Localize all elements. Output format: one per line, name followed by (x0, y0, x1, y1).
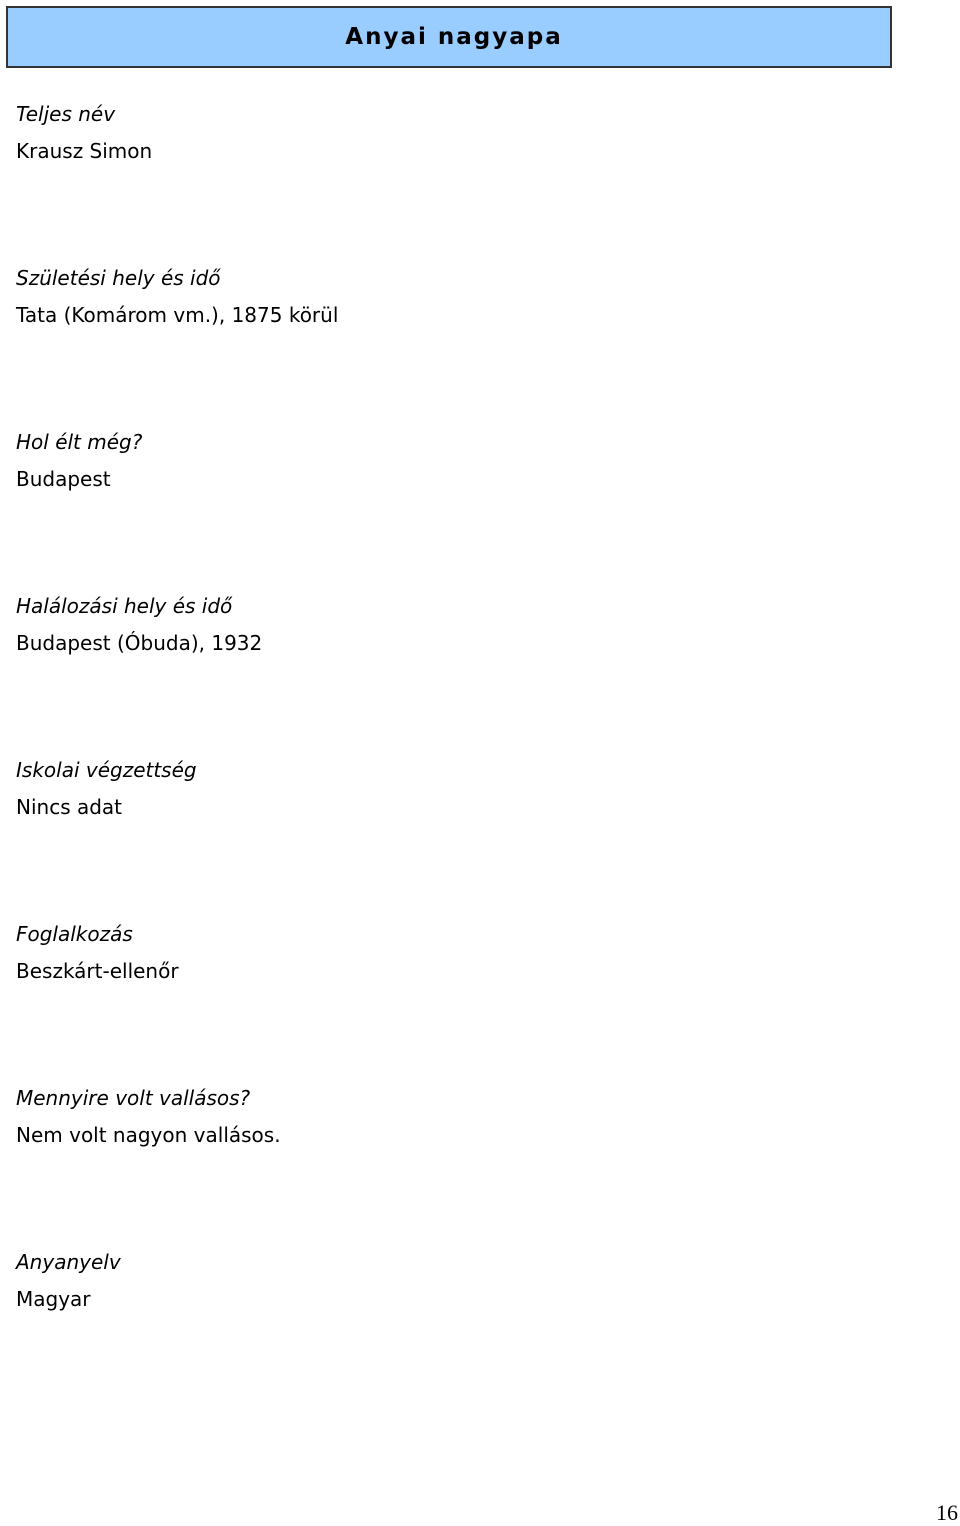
field-label: Foglalkozás (16, 922, 133, 946)
field-death-place-date (16, 588, 916, 662)
section-title: Anyai nagyapa (345, 24, 563, 50)
field-label: Teljes név (16, 102, 116, 126)
field-value: Beszkárt-ellenőr (16, 959, 179, 983)
field-value: Budapest (16, 467, 111, 491)
field-label: Anyanyelv (16, 1250, 121, 1274)
field-full-name (16, 96, 916, 170)
field-other-residence (16, 424, 916, 498)
field-label: Hol élt még? (16, 430, 143, 454)
field-value: Tata (Komárom vm.), 1875 körül (16, 303, 339, 327)
section-header (6, 6, 892, 68)
field-religiosity (16, 1080, 916, 1154)
field-value: Krausz Simon (16, 139, 153, 163)
field-mother-tongue (16, 1244, 916, 1318)
field-label: Születési hely és idő (16, 266, 221, 290)
page-number: 16 (936, 1500, 958, 1525)
field-birth-place-date (16, 260, 916, 334)
field-value: Nem volt nagyon vallásos. (16, 1123, 281, 1147)
field-value: Budapest (Óbuda), 1932 (16, 631, 263, 655)
field-label: Mennyire volt vallásos? (16, 1086, 251, 1110)
field-label: Halálozási hely és idő (16, 594, 233, 618)
field-value: Magyar (16, 1287, 91, 1311)
field-label: Iskolai végzettség (16, 758, 197, 782)
field-education (16, 752, 916, 826)
field-value: Nincs adat (16, 795, 123, 819)
field-occupation (16, 916, 916, 990)
